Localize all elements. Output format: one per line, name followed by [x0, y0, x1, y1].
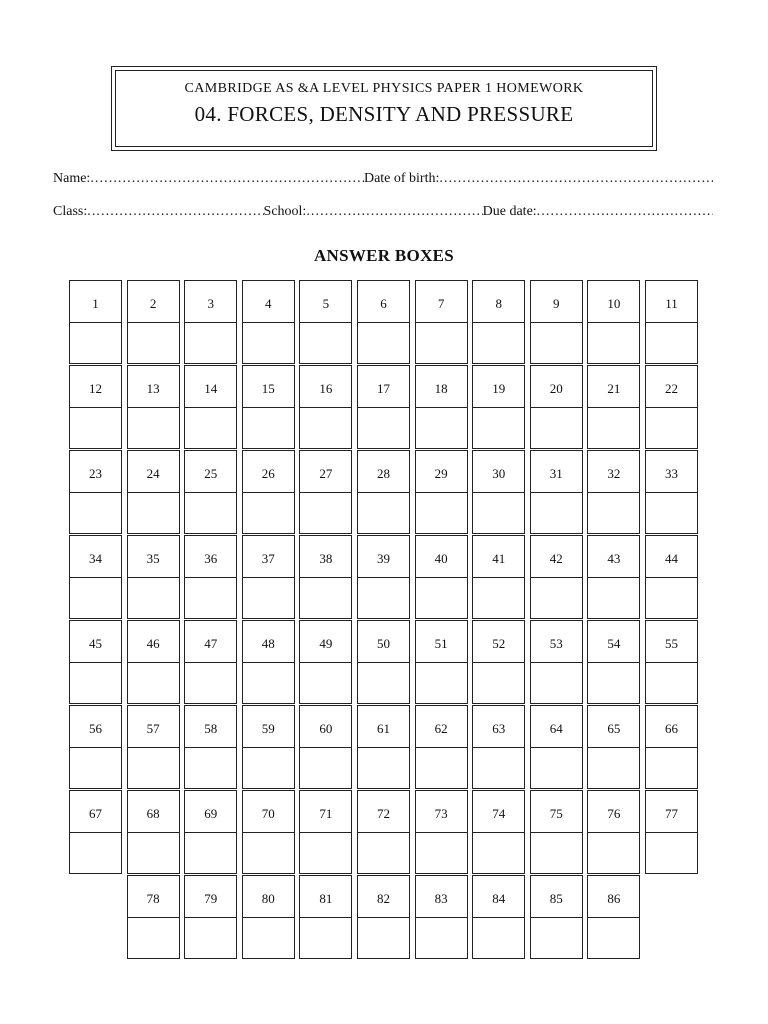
- answer-cell[interactable]: [358, 833, 409, 875]
- answer-box-76: [587, 790, 640, 874]
- answer-cell[interactable]: [358, 323, 409, 365]
- answer-cell[interactable]: [128, 748, 179, 790]
- question-number: 11: [646, 281, 697, 323]
- answer-box-1: [69, 280, 122, 364]
- answer-box-51: [415, 620, 468, 704]
- answer-box-12: [69, 365, 122, 449]
- answer-cell[interactable]: [70, 663, 121, 705]
- answer-box-28: [357, 450, 410, 534]
- question-number: 29: [416, 451, 467, 493]
- answer-cell[interactable]: [416, 833, 467, 875]
- answer-cell[interactable]: [531, 918, 582, 960]
- class-field[interactable]: [87, 204, 263, 220]
- answer-box-85: [530, 875, 583, 959]
- answer-cell[interactable]: [646, 578, 697, 620]
- answer-cell[interactable]: [531, 578, 582, 620]
- question-number: 67: [70, 791, 121, 833]
- question-number: 35: [128, 536, 179, 578]
- question-number: 86: [588, 876, 639, 918]
- question-number: 48: [243, 621, 294, 663]
- question-number: 50: [358, 621, 409, 663]
- question-number: 51: [416, 621, 467, 663]
- answer-box-14: [184, 365, 237, 449]
- answer-cell[interactable]: [531, 748, 582, 790]
- course-title: CAMBRIDGE AS &A LEVEL PHYSICS PAPER 1 HOMEWORK: [184, 81, 584, 96]
- question-number: 47: [185, 621, 236, 663]
- answer-cell[interactable]: [358, 918, 409, 960]
- question-number: 13: [128, 366, 179, 408]
- answer-cell[interactable]: [531, 408, 582, 450]
- question-number: 27: [300, 451, 351, 493]
- answer-box-53: [530, 620, 583, 704]
- question-number: 49: [300, 621, 351, 663]
- question-number: 15: [243, 366, 294, 408]
- answer-box-42: [530, 535, 583, 619]
- question-number: 79: [185, 876, 236, 918]
- answer-cell[interactable]: [185, 748, 236, 790]
- question-number: 12: [70, 366, 121, 408]
- question-number: 34: [70, 536, 121, 578]
- answer-box-17: [357, 365, 410, 449]
- answer-cell[interactable]: [185, 663, 236, 705]
- title-box-inner: [115, 70, 653, 147]
- question-number: 3: [185, 281, 236, 323]
- answer-box-39: [357, 535, 410, 619]
- answer-box-46: [127, 620, 180, 704]
- answer-box-9: [530, 280, 583, 364]
- question-number: 30: [473, 451, 524, 493]
- answer-cell[interactable]: [473, 833, 524, 875]
- answer-box-67: [69, 790, 122, 874]
- question-number: 85: [531, 876, 582, 918]
- answer-box-48: [242, 620, 295, 704]
- answer-box-69: [184, 790, 237, 874]
- answer-box-52: [472, 620, 525, 704]
- answer-box-27: [299, 450, 352, 534]
- answer-box-23: [69, 450, 122, 534]
- answer-cell[interactable]: [588, 833, 639, 875]
- answer-cell[interactable]: [416, 748, 467, 790]
- answer-box-58: [184, 705, 237, 789]
- answer-box-86: [587, 875, 640, 959]
- question-number: 73: [416, 791, 467, 833]
- question-number: 38: [300, 536, 351, 578]
- answer-cell[interactable]: [588, 323, 639, 365]
- answer-box-16: [299, 365, 352, 449]
- answer-cell[interactable]: [185, 493, 236, 535]
- name-label: Name:: [53, 171, 91, 186]
- name-field[interactable]: [90, 171, 364, 187]
- answer-cell[interactable]: [588, 493, 639, 535]
- answer-cell[interactable]: [473, 748, 524, 790]
- answer-cell[interactable]: [588, 408, 639, 450]
- question-number: 32: [588, 451, 639, 493]
- class-label: Class:: [53, 204, 88, 219]
- answer-cell[interactable]: [358, 578, 409, 620]
- answer-cell[interactable]: [128, 663, 179, 705]
- answer-box-36: [184, 535, 237, 619]
- answer-cell[interactable]: [473, 578, 524, 620]
- answer-cell[interactable]: [416, 493, 467, 535]
- answer-box-47: [184, 620, 237, 704]
- question-number: 78: [128, 876, 179, 918]
- title-box: [111, 66, 657, 151]
- question-number: 44: [646, 536, 697, 578]
- answer-cell[interactable]: [128, 918, 179, 960]
- question-number: 21: [588, 366, 639, 408]
- question-number: 77: [646, 791, 697, 833]
- answer-cell[interactable]: [185, 833, 236, 875]
- question-number: 24: [128, 451, 179, 493]
- question-number: 57: [128, 706, 179, 748]
- answer-cell[interactable]: [70, 833, 121, 875]
- question-number: 69: [185, 791, 236, 833]
- answer-cell[interactable]: [70, 578, 121, 620]
- answer-cell[interactable]: [531, 663, 582, 705]
- question-number: 6: [358, 281, 409, 323]
- answer-box-29: [415, 450, 468, 534]
- answer-cell[interactable]: [531, 833, 582, 875]
- answer-cell[interactable]: [358, 748, 409, 790]
- answer-box-33: [645, 450, 698, 534]
- answer-box-70: [242, 790, 295, 874]
- answer-box-77: [645, 790, 698, 874]
- answer-cell[interactable]: [473, 663, 524, 705]
- answer-box-60: [299, 705, 352, 789]
- answer-cell[interactable]: [243, 408, 294, 450]
- answer-box-18: [415, 365, 468, 449]
- answer-box-82: [357, 875, 410, 959]
- question-number: 28: [358, 451, 409, 493]
- question-number: 9: [531, 281, 582, 323]
- answer-box-3: [184, 280, 237, 364]
- answer-cell[interactable]: [185, 918, 236, 960]
- answer-cell[interactable]: [416, 323, 467, 365]
- answer-box-37: [242, 535, 295, 619]
- answer-cell[interactable]: [243, 918, 294, 960]
- answer-cell[interactable]: [416, 663, 467, 705]
- answer-cell[interactable]: [646, 323, 697, 365]
- due-date-field[interactable]: [537, 204, 713, 220]
- answer-cell[interactable]: [473, 493, 524, 535]
- question-number: 52: [473, 621, 524, 663]
- question-number: 1: [70, 281, 121, 323]
- answer-box-71: [299, 790, 352, 874]
- student-info-row: [53, 171, 713, 187]
- answer-cell[interactable]: [128, 323, 179, 365]
- answer-box-40: [415, 535, 468, 619]
- question-number: 36: [185, 536, 236, 578]
- question-number: 72: [358, 791, 409, 833]
- answer-box-44: [645, 535, 698, 619]
- answer-box-78: [127, 875, 180, 959]
- answer-box-21: [587, 365, 640, 449]
- answer-cell[interactable]: [646, 748, 697, 790]
- question-number: 41: [473, 536, 524, 578]
- question-number: 61: [358, 706, 409, 748]
- question-number: 14: [185, 366, 236, 408]
- answer-box-24: [127, 450, 180, 534]
- answer-box-81: [299, 875, 352, 959]
- answer-cell[interactable]: [646, 663, 697, 705]
- question-number: 55: [646, 621, 697, 663]
- question-number: 56: [70, 706, 121, 748]
- answer-box-20: [530, 365, 583, 449]
- answer-cell[interactable]: [358, 493, 409, 535]
- question-number: 81: [300, 876, 351, 918]
- question-number: 60: [300, 706, 351, 748]
- answer-cell[interactable]: [185, 408, 236, 450]
- question-number: 64: [531, 706, 582, 748]
- answer-cell[interactable]: [128, 833, 179, 875]
- answer-box-49: [299, 620, 352, 704]
- question-number: 16: [300, 366, 351, 408]
- question-number: 8: [473, 281, 524, 323]
- question-number: 31: [531, 451, 582, 493]
- answer-cell[interactable]: [300, 493, 351, 535]
- answer-box-75: [530, 790, 583, 874]
- answer-box-25: [184, 450, 237, 534]
- answer-box-80: [242, 875, 295, 959]
- answer-box-8: [472, 280, 525, 364]
- answer-cell[interactable]: [243, 323, 294, 365]
- question-number: 66: [646, 706, 697, 748]
- answer-cell[interactable]: [70, 748, 121, 790]
- question-number: 26: [243, 451, 294, 493]
- answer-box-19: [472, 365, 525, 449]
- question-number: 7: [416, 281, 467, 323]
- due-date-label: Due date:: [482, 204, 537, 219]
- question-number: 84: [473, 876, 524, 918]
- answer-cell[interactable]: [70, 408, 121, 450]
- answer-box-55: [645, 620, 698, 704]
- question-number: 45: [70, 621, 121, 663]
- answer-box-65: [587, 705, 640, 789]
- answer-cell[interactable]: [243, 578, 294, 620]
- question-number: 42: [531, 536, 582, 578]
- question-number: 2: [128, 281, 179, 323]
- answer-box-34: [69, 535, 122, 619]
- answer-box-61: [357, 705, 410, 789]
- answer-cell[interactable]: [473, 323, 524, 365]
- answer-box-56: [69, 705, 122, 789]
- answer-cell[interactable]: [416, 408, 467, 450]
- question-number: 76: [588, 791, 639, 833]
- answer-cell[interactable]: [128, 493, 179, 535]
- answer-cell[interactable]: [70, 323, 121, 365]
- question-number: 5: [300, 281, 351, 323]
- question-number: 59: [243, 706, 294, 748]
- answer-box-22: [645, 365, 698, 449]
- question-number: 75: [531, 791, 582, 833]
- answer-cell[interactable]: [243, 748, 294, 790]
- answer-cell[interactable]: [358, 408, 409, 450]
- answer-box-64: [530, 705, 583, 789]
- question-number: 82: [358, 876, 409, 918]
- question-number: 62: [416, 706, 467, 748]
- question-number: 68: [128, 791, 179, 833]
- answer-box-57: [127, 705, 180, 789]
- question-number: 19: [473, 366, 524, 408]
- answer-cell[interactable]: [531, 493, 582, 535]
- answer-box-10: [587, 280, 640, 364]
- answer-cell[interactable]: [588, 663, 639, 705]
- answer-cell[interactable]: [300, 833, 351, 875]
- question-number: 43: [588, 536, 639, 578]
- question-number: 53: [531, 621, 582, 663]
- answer-box-35: [127, 535, 180, 619]
- school-field[interactable]: [306, 204, 482, 220]
- dob-label: Date of birth:: [363, 171, 440, 186]
- school-label: School:: [263, 204, 307, 219]
- answer-box-13: [127, 365, 180, 449]
- answer-box-26: [242, 450, 295, 534]
- answer-cell[interactable]: [300, 918, 351, 960]
- answer-cell[interactable]: [646, 493, 697, 535]
- answer-cell[interactable]: [416, 918, 467, 960]
- question-number: 17: [358, 366, 409, 408]
- question-number: 40: [416, 536, 467, 578]
- answer-box-59: [242, 705, 295, 789]
- answer-box-38: [299, 535, 352, 619]
- answer-cell[interactable]: [588, 748, 639, 790]
- answer-cell[interactable]: [588, 918, 639, 960]
- question-number: 65: [588, 706, 639, 748]
- question-number: 20: [531, 366, 582, 408]
- dob-field[interactable]: [439, 171, 713, 187]
- question-number: 58: [185, 706, 236, 748]
- question-number: 25: [185, 451, 236, 493]
- answer-box-4: [242, 280, 295, 364]
- answer-cell[interactable]: [473, 408, 524, 450]
- answer-box-15: [242, 365, 295, 449]
- answer-box-7: [415, 280, 468, 364]
- answer-cell[interactable]: [646, 833, 697, 875]
- answer-cell[interactable]: [185, 578, 236, 620]
- answer-cell[interactable]: [243, 833, 294, 875]
- answer-cell[interactable]: [588, 578, 639, 620]
- question-number: 54: [588, 621, 639, 663]
- answer-box-6: [357, 280, 410, 364]
- question-number: 63: [473, 706, 524, 748]
- answer-box-32: [587, 450, 640, 534]
- answer-boxes-heading: ANSWER BOXES: [313, 246, 455, 265]
- answer-box-5: [299, 280, 352, 364]
- question-number: 37: [243, 536, 294, 578]
- answer-cell[interactable]: [243, 493, 294, 535]
- question-number: 22: [646, 366, 697, 408]
- question-number: 70: [243, 791, 294, 833]
- question-number: 46: [128, 621, 179, 663]
- answer-box-31: [530, 450, 583, 534]
- answer-box-66: [645, 705, 698, 789]
- question-number: 33: [646, 451, 697, 493]
- answer-box-11: [645, 280, 698, 364]
- answer-box-73: [415, 790, 468, 874]
- answer-box-84: [472, 875, 525, 959]
- question-number: 80: [243, 876, 294, 918]
- answer-box-30: [472, 450, 525, 534]
- answer-box-63: [472, 705, 525, 789]
- question-number: 83: [416, 876, 467, 918]
- answer-cell[interactable]: [416, 578, 467, 620]
- question-number: 71: [300, 791, 351, 833]
- answer-cell[interactable]: [300, 578, 351, 620]
- question-number: 4: [243, 281, 294, 323]
- answer-box-43: [587, 535, 640, 619]
- answer-box-62: [415, 705, 468, 789]
- answer-cell[interactable]: [646, 408, 697, 450]
- answer-box-68: [127, 790, 180, 874]
- question-number: 18: [416, 366, 467, 408]
- answer-box-41: [472, 535, 525, 619]
- question-number: 39: [358, 536, 409, 578]
- answer-box-74: [472, 790, 525, 874]
- answer-cell[interactable]: [128, 578, 179, 620]
- answer-cell[interactable]: [300, 323, 351, 365]
- question-number: 23: [70, 451, 121, 493]
- answer-cell[interactable]: [243, 663, 294, 705]
- answer-box-83: [415, 875, 468, 959]
- answer-cell[interactable]: [128, 408, 179, 450]
- answer-cell[interactable]: [300, 748, 351, 790]
- answer-cell[interactable]: [531, 323, 582, 365]
- answer-cell[interactable]: [473, 918, 524, 960]
- answer-cell[interactable]: [70, 493, 121, 535]
- answer-box-79: [184, 875, 237, 959]
- answer-cell[interactable]: [358, 663, 409, 705]
- answer-cell[interactable]: [300, 663, 351, 705]
- answer-box-54: [587, 620, 640, 704]
- answer-cell[interactable]: [185, 323, 236, 365]
- answer-box-50: [357, 620, 410, 704]
- answer-cell[interactable]: [300, 408, 351, 450]
- school-info-row: [53, 204, 713, 220]
- answer-box-72: [357, 790, 410, 874]
- question-number: 10: [588, 281, 639, 323]
- answer-box-2: [127, 280, 180, 364]
- topic-title: 04. FORCES, DENSITY AND PRESSURE: [194, 102, 574, 126]
- question-number: 74: [473, 791, 524, 833]
- answer-box-45: [69, 620, 122, 704]
